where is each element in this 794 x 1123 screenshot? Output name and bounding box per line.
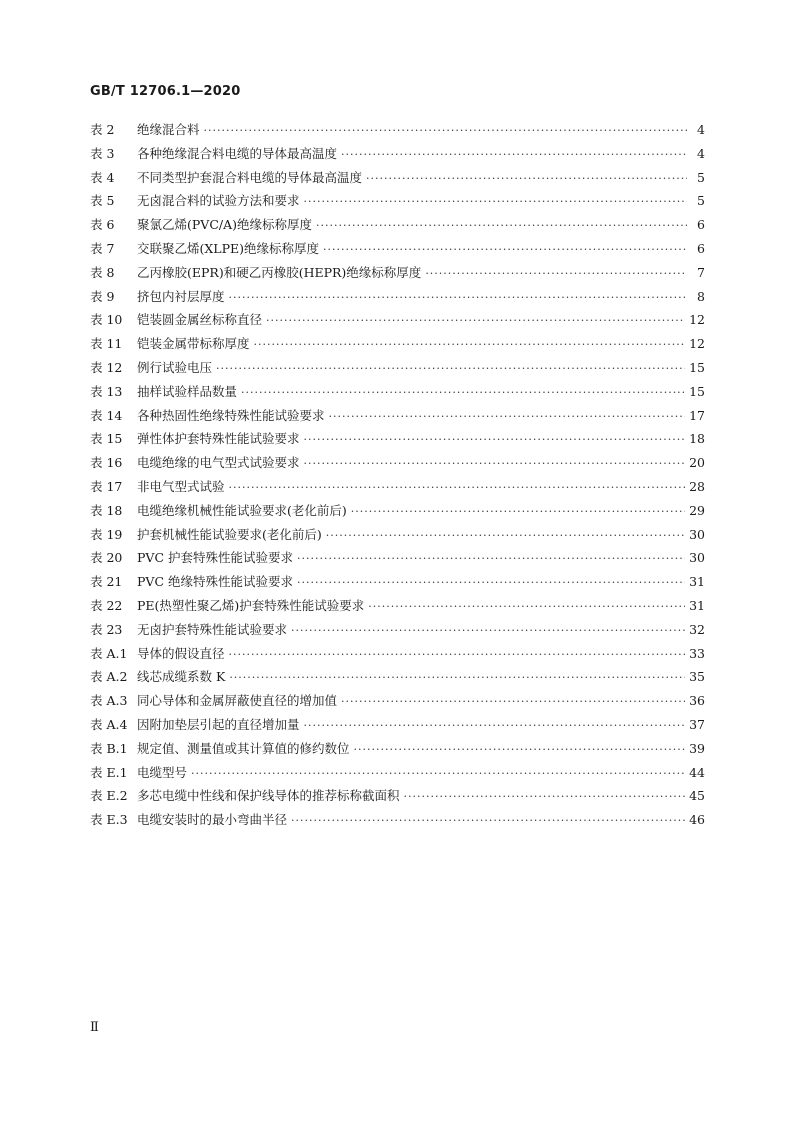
- toc-leader-dots: [291, 809, 685, 833]
- toc-leader-dots: [425, 262, 687, 286]
- toc-entry-label: 表 9: [90, 288, 115, 304]
- toc-entry-page: 8: [697, 288, 705, 304]
- toc-entry-page: 45: [689, 788, 705, 804]
- toc-leader-dots: [241, 381, 685, 405]
- toc-entry[interactable]: [90, 737, 705, 761]
- toc-entry-label: 表 15: [90, 431, 123, 447]
- toc-entry-page: 29: [689, 502, 705, 518]
- toc-entry[interactable]: [90, 546, 705, 570]
- toc-entry-page: 36: [689, 693, 705, 709]
- toc-entry-title: 导体的假设直径: [137, 645, 225, 661]
- toc-entry[interactable]: [90, 784, 705, 808]
- toc-entry-label: 表 8: [90, 264, 115, 280]
- toc-entry[interactable]: [90, 594, 705, 618]
- toc-entry-page: 30: [689, 526, 705, 542]
- toc-leader-dots: [329, 405, 686, 429]
- toc-entry-page: 6: [697, 240, 705, 256]
- toc-leader-dots: [326, 524, 685, 548]
- toc-entry-title: 绝缘混合料: [137, 122, 200, 137]
- toc-leader-dots: [216, 357, 685, 381]
- toc-entry-page: 18: [689, 431, 705, 447]
- toc-entry-label: 表 A.4: [90, 716, 128, 732]
- toc-entry-label: 表 16: [90, 455, 123, 471]
- toc-leader-dots: [368, 595, 685, 619]
- toc-entry-page: 28: [689, 478, 705, 494]
- toc-entry-page: 44: [689, 764, 705, 780]
- toc-entry-label: 表 3: [90, 145, 115, 161]
- toc-entry-title: 因附加垫层引起的直径增加量: [137, 716, 300, 732]
- toc-entry-title: PVC 护套特殊性能试验要求: [137, 550, 293, 566]
- toc-entry-title: 各种热固性绝缘特殊性能试验要求: [137, 407, 325, 423]
- toc-entry[interactable]: [90, 451, 705, 475]
- toc-leader-dots: [304, 428, 686, 452]
- toc-leader-dots: [304, 714, 686, 738]
- toc-entry-label: 表 19: [90, 526, 123, 542]
- toc-entry-title: 交联聚乙烯(XLPE)绝缘标称厚度: [137, 240, 319, 256]
- toc-entry[interactable]: [90, 642, 705, 666]
- toc-entry-title: 弹性体护套特殊性能试验要求: [137, 431, 300, 447]
- toc-leader-dots: [404, 785, 686, 809]
- toc-entry-label: 表 12: [90, 359, 123, 375]
- toc-entry-label: 表 17: [90, 478, 123, 494]
- toc-entry[interactable]: [90, 189, 705, 213]
- toc-entry[interactable]: [90, 808, 705, 832]
- toc-entry-title: 抽样试验样品数量: [137, 383, 238, 399]
- toc-entry-title: 护套机械性能试验要求(老化前后): [137, 526, 322, 542]
- toc-entry-label: 表 14: [90, 407, 123, 423]
- toc-leader-dots: [366, 167, 687, 191]
- toc-leader-dots: [297, 547, 685, 571]
- toc-entry[interactable]: [90, 380, 705, 404]
- toc-entry[interactable]: [90, 308, 705, 332]
- toc-leader-dots: [304, 452, 686, 476]
- toc-entry[interactable]: [90, 761, 705, 785]
- toc-entry-title: 电缆安装时的最小弯曲半径: [137, 812, 288, 828]
- toc-entry-title: 电缆绝缘的电气型式试验要求: [137, 455, 300, 471]
- toc-entry-page: 31: [689, 597, 705, 613]
- toc-entry[interactable]: [90, 523, 705, 547]
- toc-entry-title: 各种绝缘混合料电缆的导体最高温度: [137, 145, 338, 161]
- toc-entry-title: 例行试验电压: [137, 359, 213, 375]
- toc-entry-label: 表 13: [90, 383, 123, 399]
- toc-entry-label: 表 2: [90, 122, 115, 137]
- toc-entry[interactable]: [90, 237, 705, 261]
- toc-entry-title: 铠装圆金属丝标称直径: [137, 312, 263, 328]
- toc-leader-dots: [229, 666, 685, 690]
- toc-entry-page: 30: [689, 550, 705, 566]
- toc-entry[interactable]: [90, 166, 705, 190]
- toc-entry-page: 12: [689, 312, 705, 328]
- toc-entry[interactable]: [90, 713, 705, 737]
- toc-entry-title: 电缆绝缘机械性能试验要求(老化前后): [137, 502, 347, 518]
- toc-leader-dots: [304, 190, 687, 214]
- toc-entry-title: 聚氯乙烯(PVC/A)绝缘标称厚度: [137, 217, 312, 233]
- page-number: Ⅱ: [90, 1020, 99, 1035]
- toc-leader-dots: [297, 571, 685, 595]
- toc-entry[interactable]: [90, 261, 705, 285]
- toc-entry-title: PVC 绝缘特殊性能试验要求: [137, 574, 293, 590]
- toc-leader-dots: [291, 619, 685, 643]
- toc-entry[interactable]: [90, 142, 705, 166]
- toc-entry-label: 表 20: [90, 550, 123, 566]
- toc-entry-page: 4: [697, 145, 705, 161]
- toc-entry-label: 表 B.1: [90, 740, 128, 756]
- toc-entry-page: 31: [689, 574, 705, 590]
- toc-entry-label: 表 22: [90, 597, 123, 613]
- toc-entry-page: 4: [697, 122, 705, 137]
- document-code: GB/T 12706.1—2020: [90, 84, 241, 99]
- table-of-contents: [90, 118, 705, 832]
- toc-entry-label: 表 A.1: [90, 645, 128, 661]
- toc-entry-title: 无卤护套特殊性能试验要求: [137, 621, 288, 637]
- toc-leader-dots: [229, 476, 686, 500]
- toc-entry-page: 35: [689, 669, 705, 685]
- toc-leader-dots: [229, 286, 687, 310]
- toc-entry-page: 5: [697, 169, 705, 185]
- toc-leader-dots: [191, 762, 685, 786]
- toc-entry[interactable]: [90, 665, 705, 689]
- toc-entry-title: 挤包内衬层厚度: [137, 288, 225, 304]
- toc-leader-dots: [323, 238, 687, 262]
- toc-entry-label: 表 23: [90, 621, 123, 637]
- toc-entry-title: 多芯电缆中性线和保护线导体的推荐标称截面积: [137, 788, 400, 804]
- toc-entry-page: 17: [689, 407, 705, 423]
- toc-entry[interactable]: [90, 332, 705, 356]
- toc-entry-title: 线芯成缆系数 K: [137, 669, 226, 685]
- toc-leader-dots: [266, 309, 685, 333]
- toc-leader-dots: [254, 333, 686, 357]
- toc-entry-label: 表 A.2: [90, 669, 128, 685]
- toc-entry-label: 表 7: [90, 240, 115, 256]
- toc-leader-dots: [229, 643, 686, 667]
- toc-entry[interactable]: [90, 404, 705, 428]
- toc-leader-dots: [351, 500, 685, 524]
- toc-leader-dots: [316, 214, 687, 238]
- toc-entry-label: 表 4: [90, 169, 115, 185]
- toc-entry-title: PE(热塑性聚乙烯)护套特殊性能试验要求: [137, 597, 365, 613]
- toc-entry-page: 33: [689, 645, 705, 661]
- toc-entry-title: 无卤混合料的试验方法和要求: [137, 193, 300, 209]
- toc-entry-page: 6: [697, 217, 705, 233]
- toc-entry-page: 5: [697, 193, 705, 209]
- toc-entry-page: 15: [689, 359, 705, 375]
- toc-entry[interactable]: [90, 570, 705, 594]
- toc-entry[interactable]: [90, 118, 705, 142]
- toc-entry[interactable]: [90, 499, 705, 523]
- toc-leader-dots: [341, 690, 685, 714]
- toc-entry-title: 电缆型号: [137, 764, 188, 780]
- toc-entry-label: 表 E.1: [90, 764, 128, 780]
- toc-entry[interactable]: [90, 475, 705, 499]
- toc-entry[interactable]: [90, 285, 705, 309]
- toc-entry[interactable]: [90, 356, 705, 380]
- toc-entry-label: 表 A.3: [90, 693, 128, 709]
- toc-entry[interactable]: [90, 618, 705, 642]
- toc-entry-title: 规定值、测量值或其计算值的修约数位: [137, 740, 350, 756]
- toc-entry-label: 表 21: [90, 574, 123, 590]
- toc-entry[interactable]: [90, 427, 705, 451]
- toc-entry-title: 同心导体和金属屏蔽使直径的增加值: [137, 693, 338, 709]
- toc-entry-page: 37: [689, 716, 705, 732]
- toc-entry[interactable]: [90, 689, 705, 713]
- toc-entry-label: 表 11: [90, 336, 123, 352]
- toc-entry-page: 12: [689, 336, 705, 352]
- toc-entry-title: 乙丙橡胶(EPR)和硬乙丙橡胶(HEPR)绝缘标称厚度: [137, 264, 422, 280]
- toc-leader-dots: [341, 143, 687, 167]
- toc-leader-dots: [354, 738, 686, 762]
- toc-leader-dots: [204, 119, 687, 143]
- toc-entry-label: 表 6: [90, 217, 115, 233]
- toc-entry-label: 表 E.2: [90, 788, 128, 804]
- toc-entry-page: 15: [689, 383, 705, 399]
- toc-entry-page: 39: [689, 740, 705, 756]
- toc-entry-label: 表 18: [90, 502, 123, 518]
- toc-entry-label: 表 E.3: [90, 812, 128, 828]
- toc-entry-label: 表 10: [90, 312, 123, 328]
- toc-entry-page: 32: [689, 621, 705, 637]
- toc-entry-page: 46: [689, 812, 705, 828]
- toc-entry-title: 铠装金属带标称厚度: [137, 336, 250, 352]
- toc-entry[interactable]: [90, 213, 705, 237]
- toc-entry-page: 7: [697, 264, 705, 280]
- toc-entry-title: 不同类型护套混合料电缆的导体最高温度: [137, 169, 363, 185]
- toc-entry-page: 20: [689, 455, 705, 471]
- toc-entry-title: 非电气型式试验: [137, 478, 225, 494]
- toc-entry-label: 表 5: [90, 193, 115, 209]
